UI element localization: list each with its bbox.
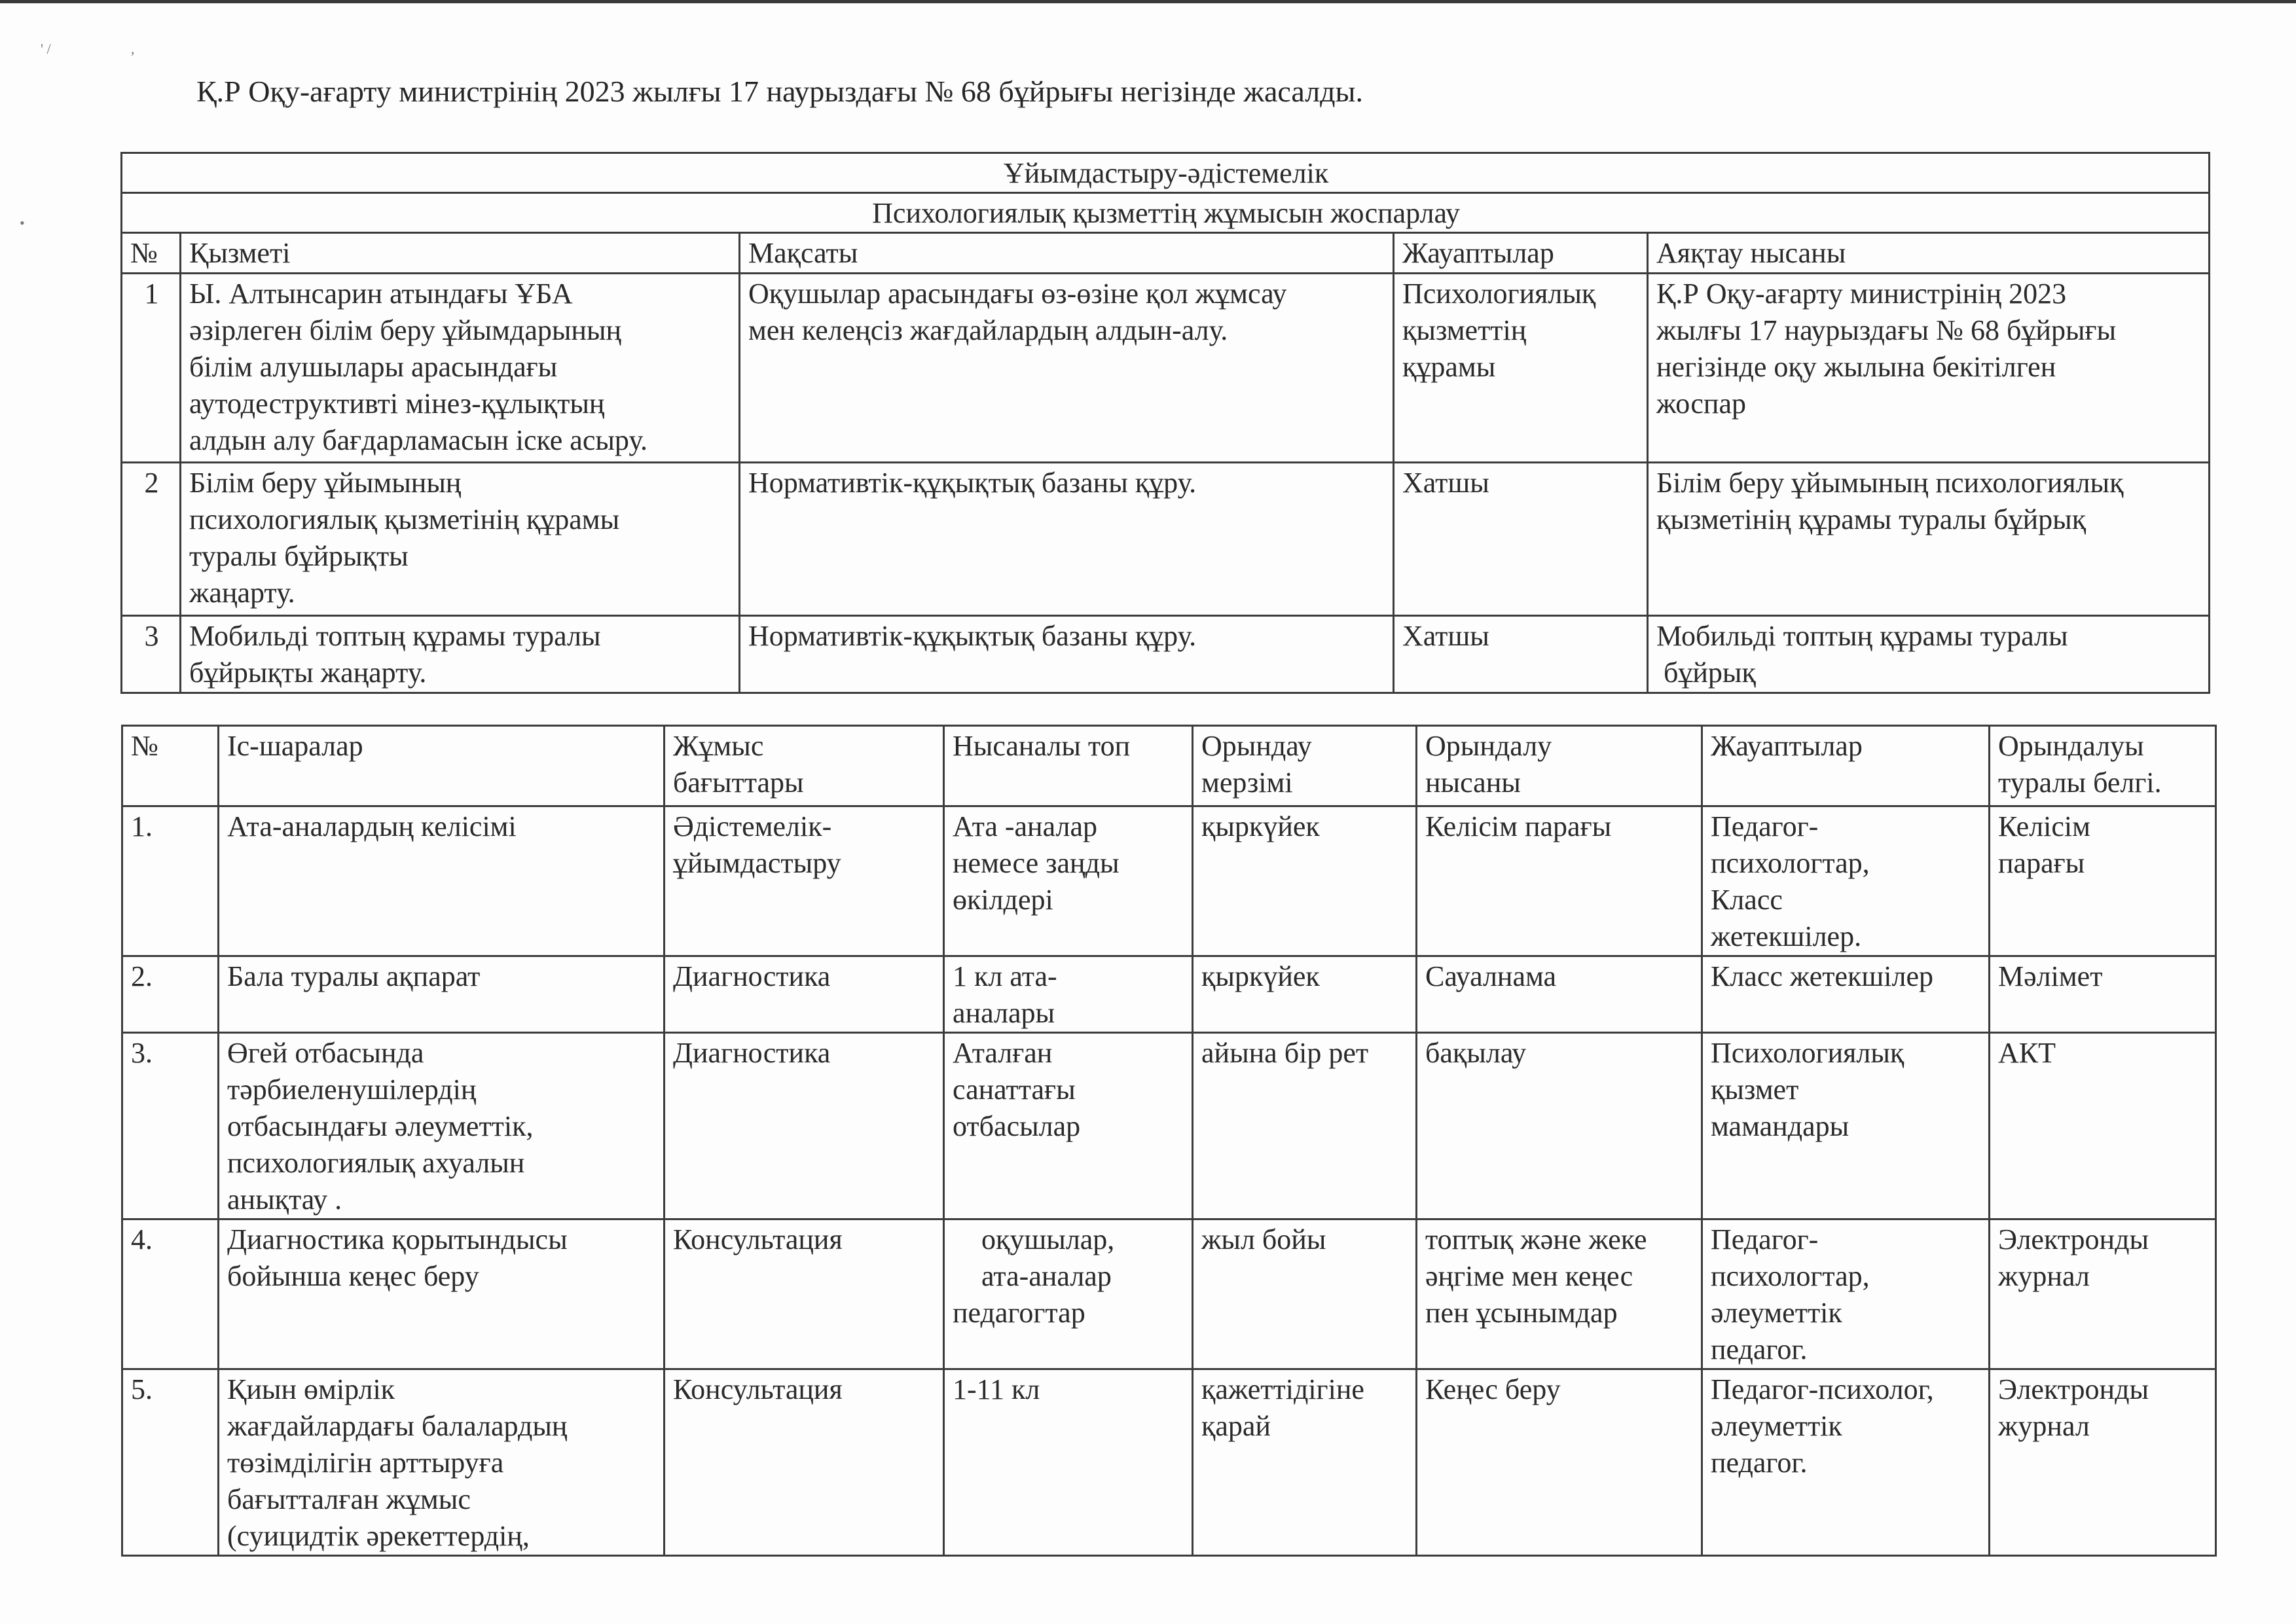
header-activities [219, 726, 665, 806]
goal-cell [740, 463, 1394, 616]
responsible-cell [1394, 274, 1648, 463]
text-line: құрамы [1402, 351, 1496, 383]
text-line: Нормативтік-құқықтық базаны құру. [748, 467, 1197, 499]
completion-mark-cell [1990, 956, 2216, 1033]
activity-cell [219, 956, 665, 1033]
text-line: Қиын өмірлік [227, 1373, 395, 1405]
scan-speck: , [131, 41, 135, 57]
text-line: пен ұсынымдар [1425, 1297, 1618, 1329]
text-line: төзімділігін арттыруға [227, 1447, 504, 1479]
text-line: № [131, 730, 158, 762]
plan-table [120, 152, 2210, 694]
text-line: Орындау [1201, 730, 1312, 762]
text-line: Келісім [1998, 810, 2090, 842]
completion-mark-cell [1990, 1033, 2216, 1219]
text-line: жыл бойы [1201, 1223, 1326, 1255]
completion-form-cell [1648, 463, 2210, 616]
text-line: психологтар, [1711, 1260, 1870, 1292]
service-cell [181, 274, 740, 463]
text-line: психологиялық қызметінің құрамы [189, 503, 620, 535]
responsible-cell [1394, 616, 1648, 693]
row-number: 1 [122, 274, 181, 463]
table-row [122, 1369, 2216, 1556]
header-number: № [122, 233, 181, 274]
text-line: педагог. [1711, 1447, 1808, 1479]
text-line: журнал [1998, 1410, 2090, 1442]
header-target-group [944, 726, 1193, 806]
form-cell [1417, 806, 1702, 956]
text-line: Класс жетекшілер [1711, 960, 1933, 992]
header-responsible: Жауаптылар [1394, 233, 1648, 274]
text-line: Мәлімет [1998, 960, 2103, 992]
text-line: Нысаналы топ [953, 730, 1131, 762]
row-number: 4. [122, 1219, 219, 1369]
text-line: ұйымдастыру [673, 847, 841, 879]
text-line: бұйрықты жаңарту. [189, 657, 427, 689]
text-line: 1 кл ата- [953, 960, 1057, 992]
text-line: Жұмыс [673, 730, 764, 762]
deadline-cell [1193, 806, 1417, 956]
text-line: өкілдері [953, 884, 1053, 916]
text-line: Хатшы [1402, 467, 1489, 499]
direction-cell [665, 1219, 944, 1369]
text-line: отбасылар [953, 1110, 1081, 1142]
text-line: Ата-аналардың келісімі [227, 810, 517, 842]
text-line: топтық және жеке [1425, 1223, 1647, 1255]
subsection-title: Психологиялық қызметтің жұмысын жоспарлау [122, 193, 2210, 233]
completion-form-cell [1648, 274, 2210, 463]
table-row [122, 616, 2210, 693]
section-title-row [122, 153, 2210, 193]
text-line: бойынша кеңес беру [227, 1260, 479, 1292]
header-number [122, 726, 219, 806]
responsible-cell [1702, 806, 1990, 956]
header-deadline [1193, 726, 1417, 806]
text-line: Қ.Р Оқу-ағарту министрінің 2023 [1656, 278, 2067, 310]
form-cell [1417, 956, 1702, 1033]
text-line: Диагностика [673, 1037, 831, 1069]
text-line: Психологиялық [1402, 278, 1596, 310]
text-line: Педагог-психолог, [1711, 1373, 1934, 1405]
activities-header-row [122, 726, 2216, 806]
text-line: Бала туралы ақпарат [227, 960, 481, 992]
text-line: қажеттідігіне [1201, 1373, 1364, 1405]
text-line: (суицидтік әрекеттердің, [227, 1520, 530, 1552]
goal-cell [740, 616, 1394, 693]
text-line: аналары [953, 997, 1055, 1029]
text-line: нысаны [1425, 767, 1521, 799]
text-line: Білім беру ұйымының [189, 467, 462, 499]
text-line: Оқушылар арасындағы өз-өзіне қол жұмсау [748, 278, 1287, 310]
text-line: парағы [1998, 847, 2085, 879]
goal-cell [740, 274, 1394, 463]
text-line: аутодеструктивті мінез-құлықтың [189, 388, 605, 420]
text-line: әлеуметтік [1711, 1297, 1842, 1329]
text-line: Орындалу [1425, 730, 1552, 762]
text-line: қыркүйек [1201, 960, 1320, 992]
text-line: АКТ [1998, 1037, 2056, 1069]
text-line: Хатшы [1402, 620, 1489, 652]
text-line: Педагог- [1711, 810, 1819, 842]
completion-mark-cell [1990, 806, 2216, 956]
completion-mark-cell [1990, 1369, 2216, 1556]
plan-header-row [122, 233, 2210, 274]
service-cell [181, 616, 740, 693]
header-work-directions [665, 726, 944, 806]
text-line: Ы. Алтынсарин атындағы ҰБА [189, 278, 573, 310]
table-row [122, 806, 2216, 956]
scan-speck: • [20, 215, 25, 231]
subsection-title-row [122, 193, 2210, 233]
header-execution-form [1417, 726, 1702, 806]
text-line: журнал [1998, 1260, 2090, 1292]
text-line: Консультация [673, 1373, 843, 1405]
text-line: негізінде оқу жылына бекітілген [1656, 351, 2056, 383]
target-group-cell [944, 956, 1193, 1033]
text-line: әлеуметтік [1711, 1410, 1842, 1442]
header-responsible [1702, 726, 1990, 806]
row-number: 2 [122, 463, 181, 616]
header-service: Қызметі [181, 233, 740, 274]
deadline-cell [1193, 1033, 1417, 1219]
activity-cell [219, 1219, 665, 1369]
text-line: әңгіме мен кеңес [1425, 1260, 1633, 1292]
text-line: бұйрық [1656, 657, 1756, 689]
table-row [122, 956, 2216, 1033]
completion-mark-cell [1990, 1219, 2216, 1369]
text-line: қарай [1201, 1410, 1271, 1442]
text-line: Келісім парағы [1425, 810, 1612, 842]
text-line: Класс [1711, 884, 1783, 916]
responsible-cell [1394, 463, 1648, 616]
text-line: Мобильді топтың құрамы туралы [1656, 620, 2068, 652]
text-line: Ата -аналар [953, 810, 1098, 842]
text-line: Консультация [673, 1223, 843, 1255]
header-goal: Мақсаты [740, 233, 1394, 274]
text-line: қызметтің [1402, 314, 1527, 346]
direction-cell [665, 806, 944, 956]
form-cell [1417, 1369, 1702, 1556]
text-line: педагогтар [953, 1297, 1085, 1329]
text-line: туралы бұйрықты [189, 540, 409, 572]
table-row [122, 1033, 2216, 1219]
text-line: Диагностика [673, 960, 831, 992]
completion-form-cell [1648, 616, 2210, 693]
activity-cell [219, 1033, 665, 1219]
text-line: жоспар [1656, 388, 1747, 420]
text-line: жетекшілер. [1711, 920, 1862, 952]
text-line: санаттағы [953, 1074, 1076, 1106]
text-line: Психологиялық [1711, 1037, 1904, 1069]
text-line: мамандары [1711, 1110, 1850, 1142]
text-line: Электронды [1998, 1373, 2149, 1405]
text-line: Өгей отбасында [227, 1037, 424, 1069]
text-line: әзірлеген білім беру ұйымдарының [189, 314, 622, 346]
text-line: бақылау [1425, 1037, 1527, 1069]
text-line: отбасындағы әлеуметтік, [227, 1110, 534, 1142]
responsible-cell [1702, 1369, 1990, 1556]
row-number: 3. [122, 1033, 219, 1219]
text-line: ата-аналар [953, 1260, 1112, 1292]
text-line: Сауалнама [1425, 960, 1557, 992]
row-number: 3 [122, 616, 181, 693]
scan-edge [0, 0, 2296, 3]
text-line: Кеңес беру [1425, 1373, 1561, 1405]
form-cell [1417, 1033, 1702, 1219]
text-line: Педагог- [1711, 1223, 1819, 1255]
scan-speck: ' / [41, 41, 51, 57]
table-row [122, 1219, 2216, 1369]
target-group-cell [944, 806, 1193, 956]
text-line: Диагностика қорытындысы [227, 1223, 568, 1255]
section-title: Ұйымдастыру-әдістемелік [122, 153, 2210, 193]
text-line: айына бір рет [1201, 1037, 1369, 1069]
direction-cell [665, 956, 944, 1033]
row-number: 5. [122, 1369, 219, 1556]
text-line: Нормативтік-құқықтық базаны құру. [748, 620, 1197, 652]
direction-cell [665, 1369, 944, 1556]
text-line: оқушылар, [953, 1223, 1115, 1255]
table-row [122, 274, 2210, 463]
text-line: қызметінің құрамы туралы бұйрық [1656, 503, 2086, 535]
document-title: Қ.Р Оқу-ағарту министрінің 2023 жылғы 17 наурыздағы № 68 бұйрығы негізінде жасалды. [196, 75, 1363, 108]
text-line: 1-11 кл [953, 1373, 1040, 1405]
text-line: Мобильді топтың құрамы туралы [189, 620, 601, 652]
text-line: психологтар, [1711, 847, 1870, 879]
row-number: 1. [122, 806, 219, 956]
target-group-cell [944, 1033, 1193, 1219]
target-group-cell [944, 1369, 1193, 1556]
deadline-cell [1193, 956, 1417, 1033]
deadline-cell [1193, 1219, 1417, 1369]
text-line: мерзімі [1201, 767, 1293, 799]
text-line: анықтау . [227, 1183, 342, 1216]
activity-cell [219, 806, 665, 956]
responsible-cell [1702, 1033, 1990, 1219]
activities-table [121, 725, 2217, 1557]
text-line: психологиялық ахуалын [227, 1147, 525, 1179]
text-line: Аталған [953, 1037, 1053, 1069]
text-line: бағыттары [673, 767, 804, 799]
activity-cell [219, 1369, 665, 1556]
text-line: Әдістемелік- [673, 810, 832, 842]
responsible-cell [1702, 956, 1990, 1033]
text-line: білім алушылары арасындағы [189, 351, 558, 383]
service-cell [181, 463, 740, 616]
text-line: Электронды [1998, 1223, 2149, 1255]
text-line: қызмет [1711, 1074, 1799, 1106]
text-line: бағытталған жұмыс [227, 1483, 471, 1515]
text-line: Білім беру ұйымының психологиялық [1656, 467, 2124, 499]
text-line: туралы белгі. [1998, 767, 2162, 799]
text-line: Іс-шаралар [227, 730, 363, 762]
direction-cell [665, 1033, 944, 1219]
text-line: немесе заңды [953, 847, 1120, 879]
text-line: тәрбиеленушілердің [227, 1074, 477, 1106]
text-line: педагог. [1711, 1333, 1808, 1365]
row-number: 2. [122, 956, 219, 1033]
text-line: Жауаптылар [1711, 730, 1863, 762]
header-completion-form: Аяқтау нысаны [1648, 233, 2210, 274]
text-line: мен келеңсіз жағдайлардың алдын-алу. [748, 314, 1228, 346]
deadline-cell [1193, 1369, 1417, 1556]
table-row [122, 463, 2210, 616]
text-line: жаңарту. [189, 577, 295, 609]
text-line: алдын алу бағдарламасын іске асыру. [189, 424, 647, 456]
text-line: жылғы 17 наурыздағы № 68 бұйрығы [1656, 314, 2117, 346]
text-line: қыркүйек [1201, 810, 1320, 842]
text-line: жағдайлардағы балалардың [227, 1410, 568, 1442]
text-line: Орындалуы [1998, 730, 2144, 762]
target-group-cell [944, 1219, 1193, 1369]
responsible-cell [1702, 1219, 1990, 1369]
header-completion-mark [1990, 726, 2216, 806]
form-cell [1417, 1219, 1702, 1369]
